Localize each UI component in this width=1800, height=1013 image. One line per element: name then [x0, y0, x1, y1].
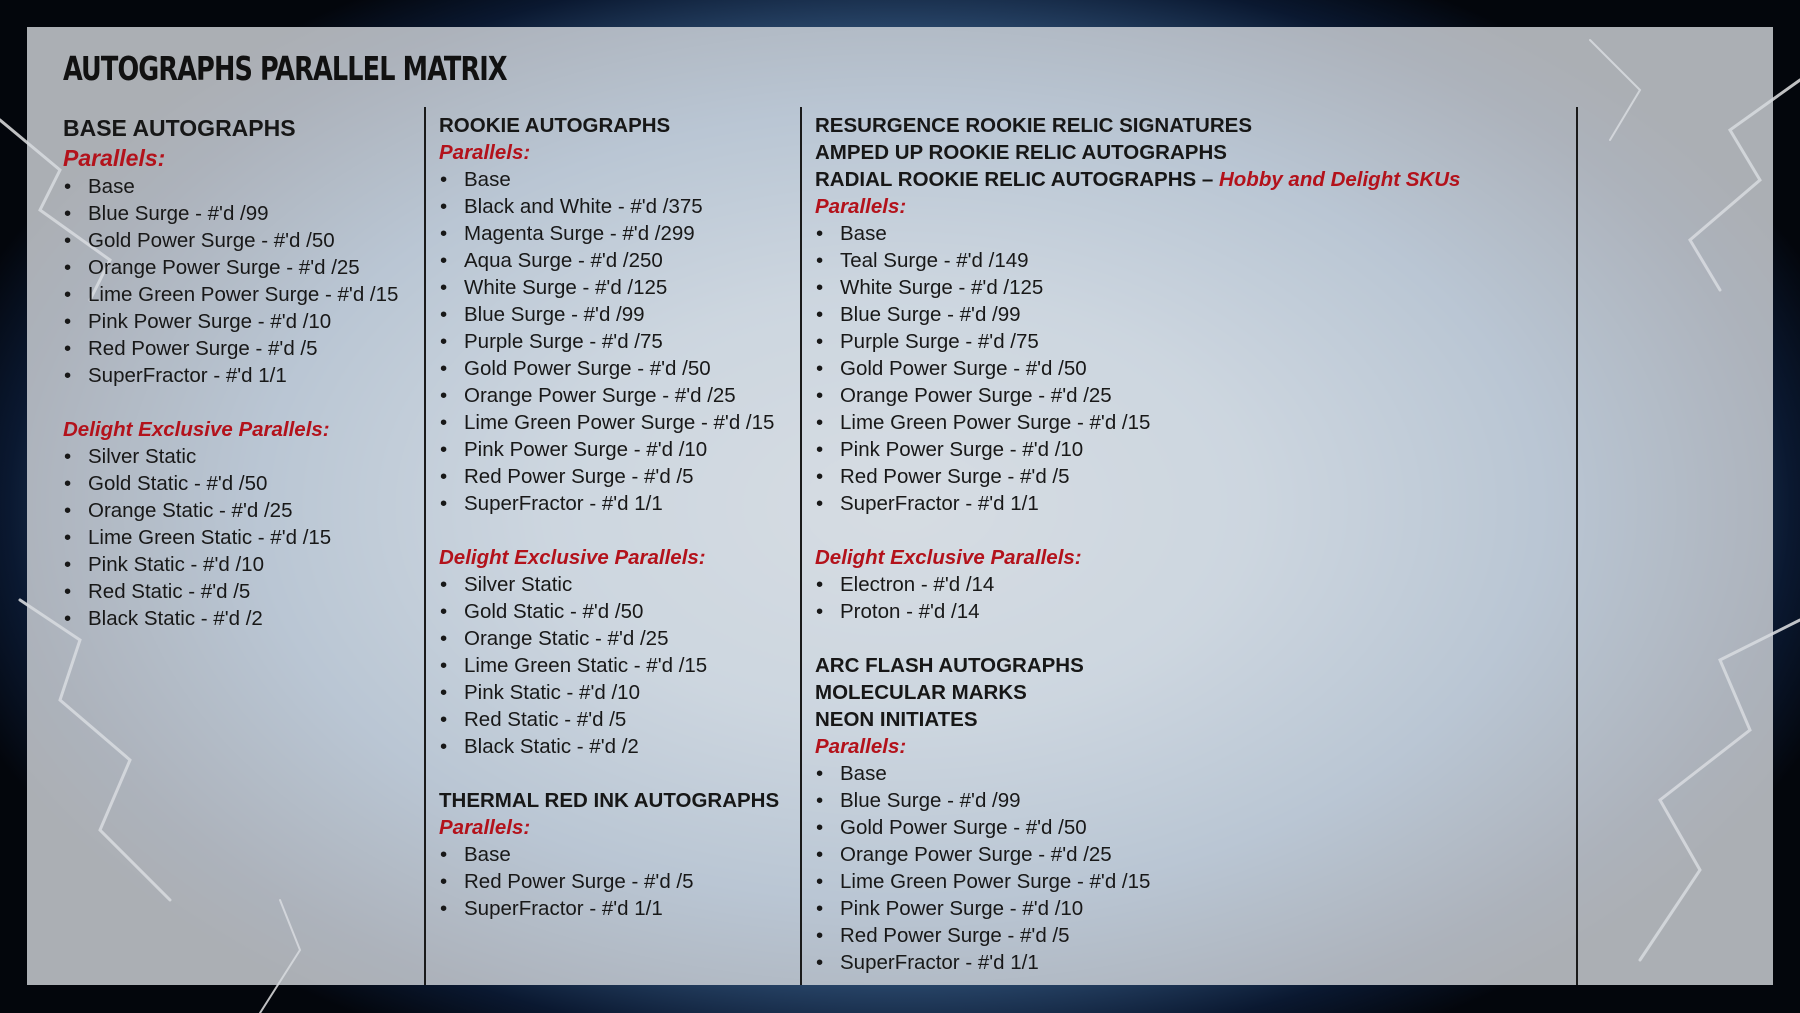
- section-base-autographs: [63, 113, 433, 389]
- parallels-list: [815, 760, 1565, 976]
- list-item: • Aqua Surge - #'d /250: [439, 247, 809, 274]
- parallels-label: Parallels:: [439, 141, 531, 164]
- parallels-list: [439, 571, 809, 760]
- list-item: • Gold Power Surge - #'d /50: [63, 227, 433, 254]
- list-item: • Base: [439, 166, 809, 193]
- column-base-autographs: [63, 113, 433, 985]
- list-item: • Electron - #'d /14: [815, 571, 1565, 598]
- list-item: • Black Static - #'d /2: [439, 733, 809, 760]
- list-item: • Base: [815, 220, 1565, 247]
- list-item: • Black Static - #'d /2: [63, 605, 433, 632]
- parallels-label: Parallels:: [439, 816, 531, 839]
- parallels-label: Delight Exclusive Parallels:: [439, 546, 706, 569]
- parallels-list: [815, 571, 1565, 625]
- section-heading: ROOKIE AUTOGRAPHS: [439, 114, 671, 137]
- list-item: • Base: [439, 841, 809, 868]
- list-item: • Gold Power Surge - #'d /50: [815, 814, 1565, 841]
- list-item: • Blue Surge - #'d /99: [439, 301, 809, 328]
- list-item: • White Surge - #'d /125: [439, 274, 809, 301]
- list-item: • Pink Power Surge - #'d /10: [815, 436, 1565, 463]
- content-panel: [27, 27, 1773, 985]
- list-item: • Silver Static: [63, 443, 433, 470]
- section-thermal-red-ink: [439, 787, 809, 922]
- list-item: • Magenta Surge - #'d /299: [439, 220, 809, 247]
- section-arc-flash: [815, 652, 1565, 976]
- list-item: • Red Static - #'d /5: [439, 706, 809, 733]
- list-item: • Orange Power Surge - #'d /25: [815, 382, 1565, 409]
- list-item: • Gold Power Surge - #'d /50: [815, 355, 1565, 382]
- list-item: • SuperFractor - #'d 1/1: [439, 490, 809, 517]
- section-delight-exclusive: [815, 544, 1565, 625]
- parallels-list: [63, 173, 433, 389]
- list-item: • Red Power Surge - #'d /5: [815, 463, 1565, 490]
- parallels-list: [439, 166, 809, 517]
- list-item: • Lime Green Power Surge - #'d /15: [815, 409, 1565, 436]
- section-heading: BASE AUTOGRAPHS: [63, 115, 296, 141]
- list-item: • Lime Green Static - #'d /15: [63, 524, 433, 551]
- list-item: • SuperFractor - #'d 1/1: [815, 490, 1565, 517]
- list-item: • Orange Power Surge - #'d /25: [63, 254, 433, 281]
- parallels-list: [439, 841, 809, 922]
- section-delight-exclusive: [439, 544, 809, 760]
- list-item: • Purple Surge - #'d /75: [815, 328, 1565, 355]
- list-item: • Red Power Surge - #'d /5: [439, 463, 809, 490]
- section-heading: THERMAL RED INK AUTOGRAPHS: [439, 789, 780, 812]
- list-item: • Gold Static - #'d /50: [63, 470, 433, 497]
- list-item: • Lime Green Power Surge - #'d /15: [439, 409, 809, 436]
- list-item: • Pink Static - #'d /10: [439, 679, 809, 706]
- section-heading: [815, 166, 1565, 193]
- section-rookie-autographs: [439, 112, 809, 517]
- list-item: • Pink Power Surge - #'d /10: [815, 895, 1565, 922]
- list-item: • White Surge - #'d /125: [815, 274, 1565, 301]
- list-item: • Purple Surge - #'d /75: [439, 328, 809, 355]
- list-item: • Proton - #'d /14: [815, 598, 1565, 625]
- section-rookie-relic: [815, 112, 1565, 517]
- list-item: • Red Static - #'d /5: [63, 578, 433, 605]
- parallels-label: Delight Exclusive Parallels:: [63, 418, 330, 441]
- list-item: • Base: [815, 760, 1565, 787]
- column-rookie-autographs: [439, 112, 809, 985]
- list-item: • Orange Power Surge - #'d /25: [815, 841, 1565, 868]
- column-relic-and-inserts: [815, 112, 1565, 985]
- list-item: • Pink Power Surge - #'d /10: [63, 308, 433, 335]
- parallels-label: Delight Exclusive Parallels:: [815, 546, 1082, 569]
- list-item: • Lime Green Power Surge - #'d /15: [815, 868, 1565, 895]
- parallels-label: Parallels:: [815, 735, 907, 758]
- list-item: • Teal Surge - #'d /149: [815, 247, 1565, 274]
- section-heading: NEON INITIATES: [815, 708, 978, 731]
- section-heading: MOLECULAR MARKS: [815, 681, 1027, 704]
- heading-text: RADIAL ROOKIE RELIC AUTOGRAPHS –: [815, 168, 1219, 191]
- list-item: • Red Power Surge - #'d /5: [63, 335, 433, 362]
- section-delight-exclusive: [63, 416, 433, 632]
- list-item: • Red Power Surge - #'d /5: [815, 922, 1565, 949]
- list-item: • Blue Surge - #'d /99: [63, 200, 433, 227]
- section-heading: ARC FLASH AUTOGRAPHS: [815, 654, 1084, 677]
- list-item: • Pink Static - #'d /10: [63, 551, 433, 578]
- parallels-label: Parallels:: [815, 195, 907, 218]
- list-item: • Orange Static - #'d /25: [63, 497, 433, 524]
- column-divider: [1576, 107, 1578, 985]
- parallels-list: [815, 220, 1565, 517]
- sku-note: Hobby and Delight SKUs: [1218, 168, 1461, 191]
- section-heading: RESURGENCE ROOKIE RELIC SIGNATURES: [815, 114, 1252, 137]
- list-item: • Blue Surge - #'d /99: [815, 301, 1565, 328]
- list-item: • Lime Green Static - #'d /15: [439, 652, 809, 679]
- page-title: AUTOGRAPHS PARALLEL MATRIX: [63, 49, 507, 88]
- list-item: • Gold Power Surge - #'d /50: [439, 355, 809, 382]
- list-item: • Silver Static: [439, 571, 809, 598]
- list-item: • Black and White - #'d /375: [439, 193, 809, 220]
- list-item: • SuperFractor - #'d 1/1: [815, 949, 1565, 976]
- list-item: • Red Power Surge - #'d /5: [439, 868, 809, 895]
- list-item: • SuperFractor - #'d 1/1: [63, 362, 433, 389]
- section-heading: AMPED UP ROOKIE RELIC AUTOGRAPHS: [815, 141, 1227, 164]
- list-item: • Base: [63, 173, 433, 200]
- list-item: • SuperFractor - #'d 1/1: [439, 895, 809, 922]
- list-item: • Gold Static - #'d /50: [439, 598, 809, 625]
- list-item: • Lime Green Power Surge - #'d /15: [63, 281, 433, 308]
- parallels-label: Parallels:: [63, 145, 166, 171]
- parallels-list: [63, 443, 433, 632]
- list-item: • Pink Power Surge - #'d /10: [439, 436, 809, 463]
- list-item: • Orange Power Surge - #'d /25: [439, 382, 809, 409]
- list-item: • Orange Static - #'d /25: [439, 625, 809, 652]
- list-item: • Blue Surge - #'d /99: [815, 787, 1565, 814]
